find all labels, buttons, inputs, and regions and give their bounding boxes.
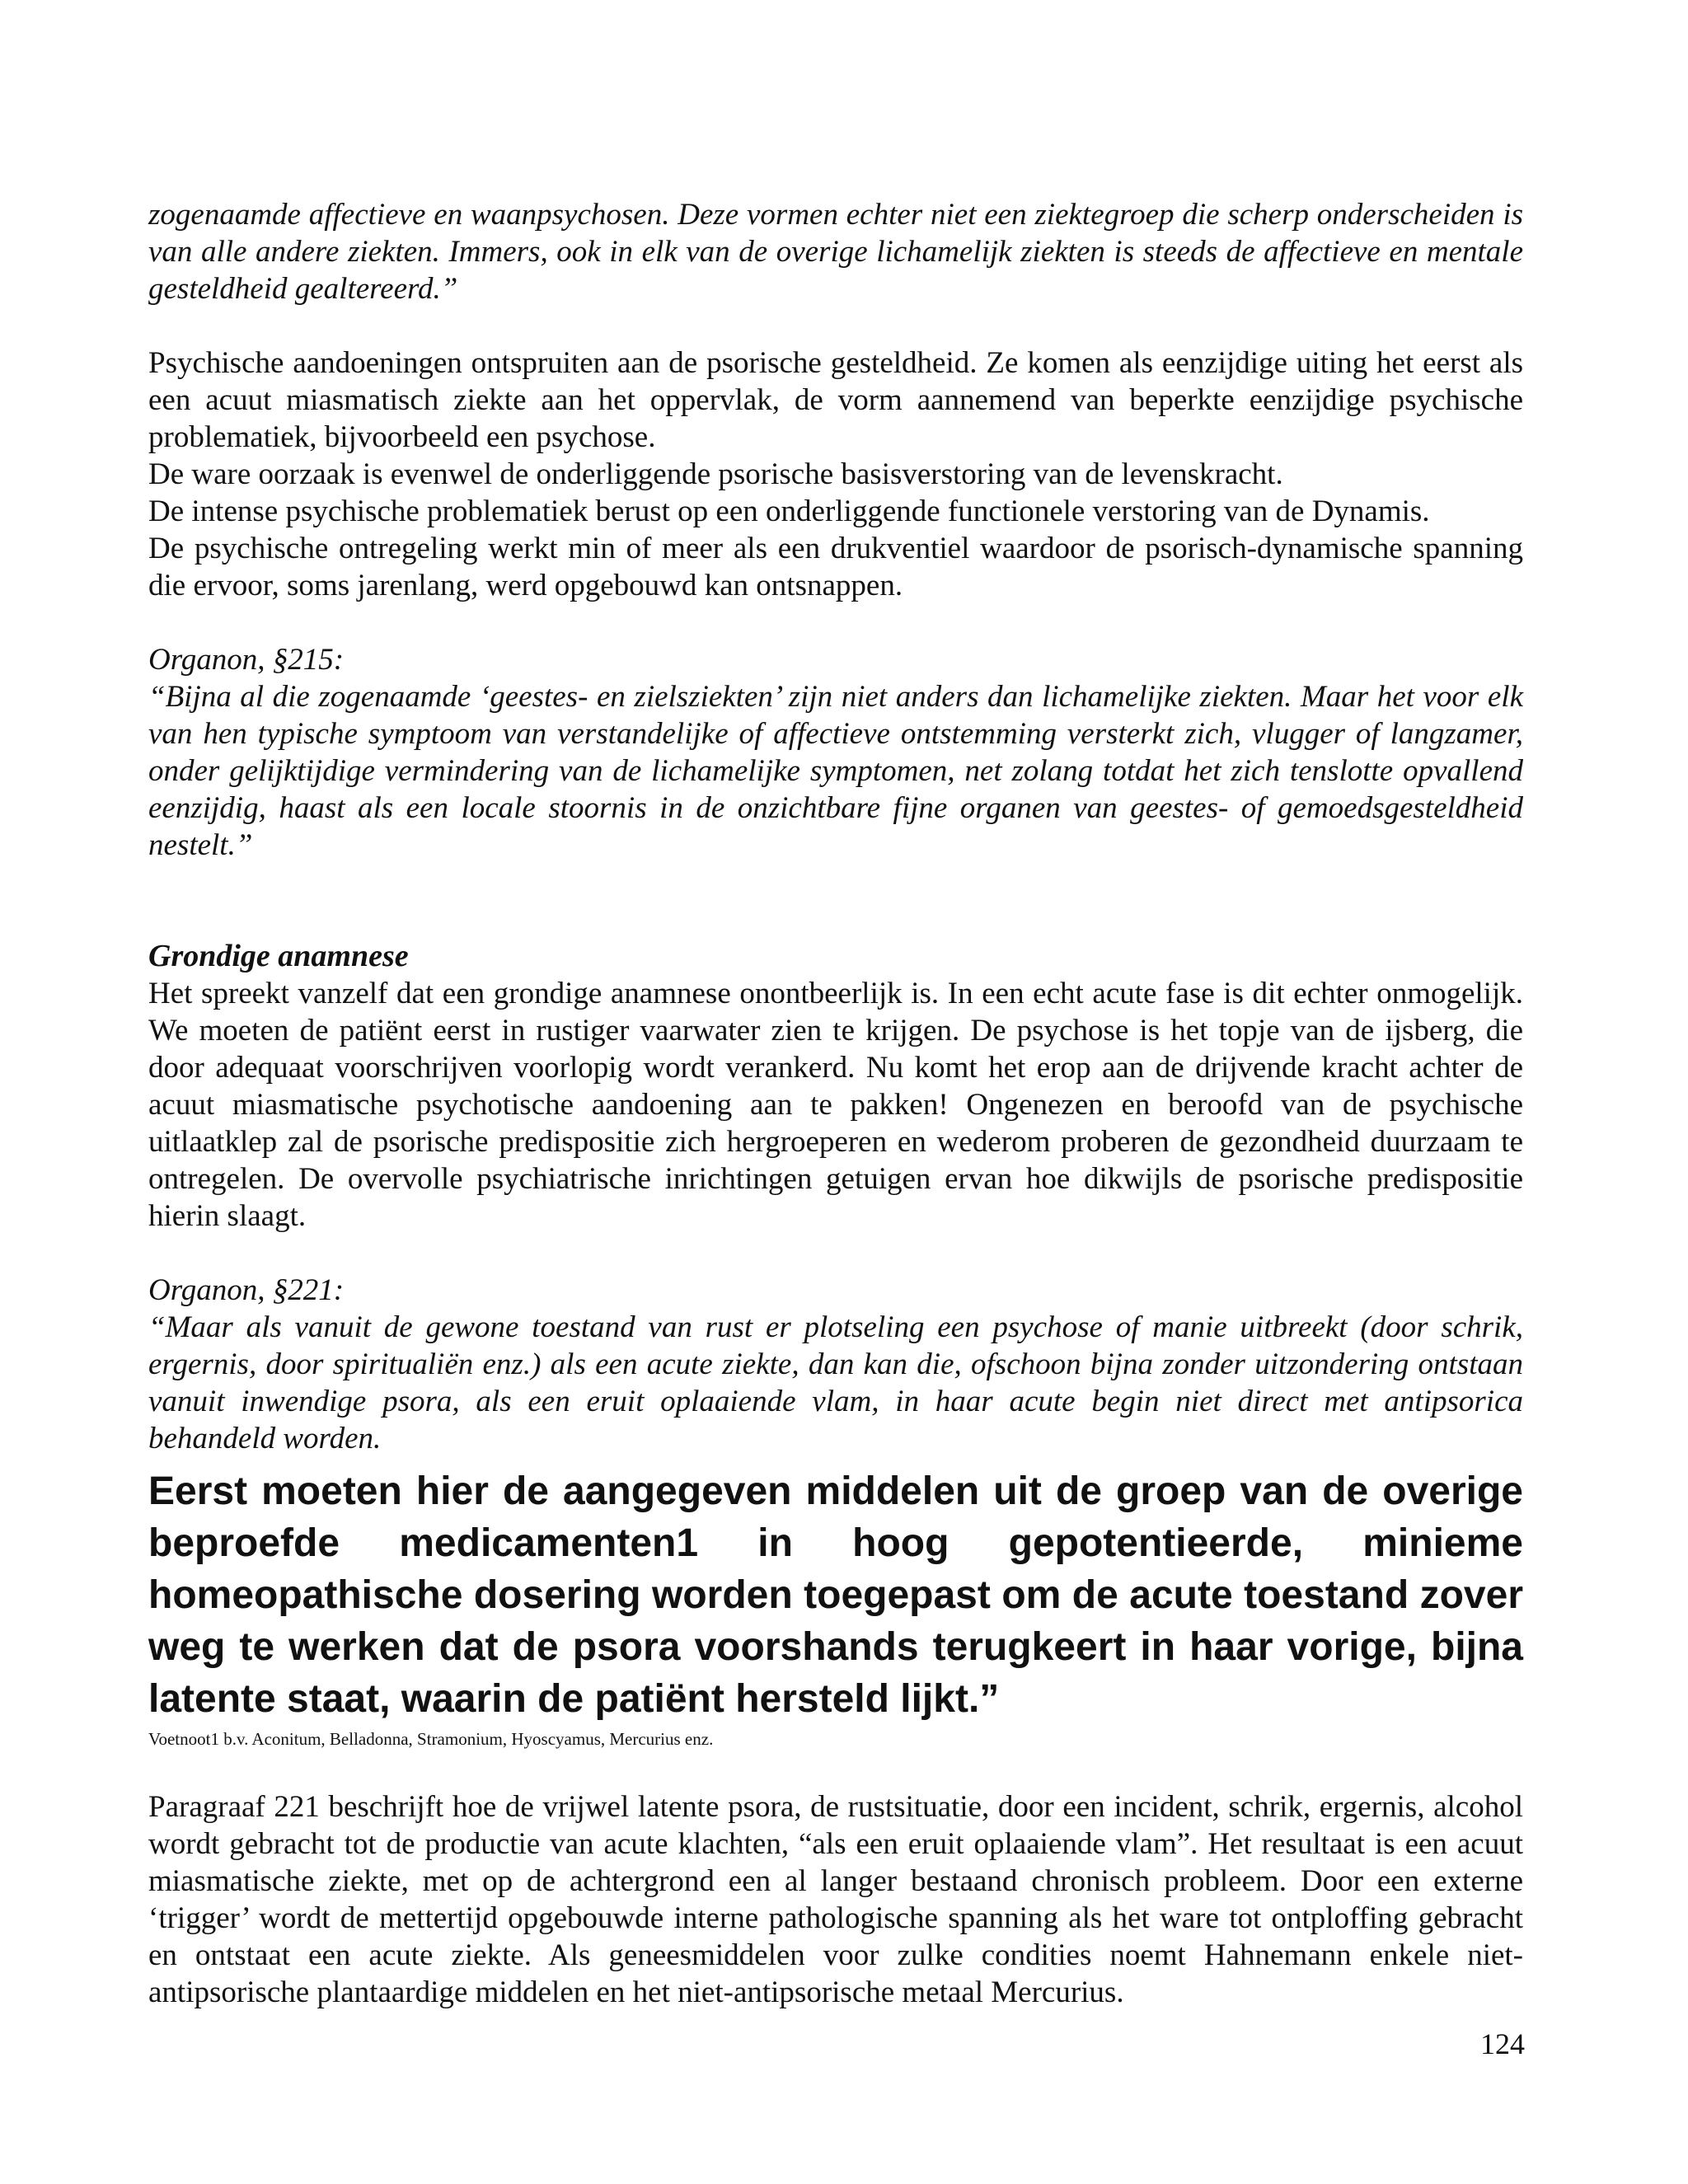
- spacer: [148, 307, 1523, 344]
- paragraph-dynamis: De intense psychische problematiek berust op een onderliggende functionele verstoring van de Dynamis.: [148, 494, 1430, 528]
- spacer: [148, 864, 1523, 938]
- paragraph-pressure-valve: De psychische ontregeling werkt min of meer als een drukventiel waardoor de psorisch-dynamische spanning die ervoor, soms jarenlang, werd opgebouwd kan ontsnappen.: [148, 532, 1523, 602]
- paragraph-true-cause: De ware oorzaak is evenwel de onderliggende psorische basisverstoring van de levenskracht.: [148, 457, 1283, 491]
- paragraph-psychic-origin: Psychische aandoeningen ontspruiten aan de psorische gesteldheid. Ze komen als eenzijdige uiting het eerst als een acuut miasmatisch ziekte aan het oppervlak, de vorm aannemend van beperkte eenzijdige psychische problematiek, bijvoorbeeld een psychose.: [148, 346, 1523, 454]
- quote-continuation: zogenaamde affectieve en waanpsychosen. Deze vormen echter niet een ziektegroep die scherp onderscheiden is van alle andere ziekten. Immers, ook in elk van de overige lichamelijk ziekten is steeds de affectieve en mentale gesteldheid gealtereerd.”: [148, 198, 1523, 306]
- quote-215-reference: Organon, §215:: [148, 643, 345, 677]
- spacer: [148, 604, 1523, 641]
- page-number: 124: [1480, 2027, 1525, 2060]
- paragraph-anamnese: Het spreekt vanzelf dat een grondige anamnese onontbeerlijk is. In een echt acute fase is dit echter onmogelijk. We moeten de patiënt eerst in rustiger vaarwater zien te krijgen. De psychose is het topje van de ijsberg, die door adequaat voorschrijven voorlopig wordt verankerd. Nu komt het erop aan de drijvende kracht achter de acuut miasmatische psychotische aandoening aan te pakken! Ongenezen en beroofd van de psychische uitlaatklep zal de psorische predispositie zich hergroeperen en wederom proberen de gezondheid duurzaam te ontregelen. De overvolle psychiatrische inrichtingen getuigen ervan hoe dikwijls de psorische predispositie hierin slaagt.: [148, 977, 1523, 1233]
- paragraph-221-explanation: Paragraaf 221 beschrijft hoe de vrijwel latente psora, de rustsituatie, door een incident, schrik, ergernis, alcohol wordt gebracht tot de productie van acute klachten, “als een eruit oplaaiende vlam”. Het resultaat is een acuut miasmatische ziekte, met op de achtergrond een al langer bestaand chronisch probleem. Door een externe ‘trigger’ wordt de mettertijd opgebouwde interne pathologische spanning als het ware tot ontploffing gebracht en ontstaat een acute ziekte. Als geneesmiddelen voor zulke condities noemt Hahnemann enkele niet-antipsorische plantaardige middelen en het niet-antipsorische metaal Mercurius.: [148, 1790, 1523, 2009]
- page-content: [148, 196, 1523, 2011]
- spacer: [148, 1235, 1523, 1272]
- quote-221-emphasis: Eerst moeten hier de aangegeven middelen uit de groep van de overige beproefde medicamenten1 in hoog gepotentieerde, minieme homeopathische dosering worden toegepast om de acute toestand zover weg te werken dat de psora voorshands terugkeert in haar vorige, bijna latente staat, waarin de patiënt hersteld lijkt.”: [148, 1469, 1523, 1721]
- quote-215-text: “Bijna al die zogenaamde ‘geestes- en zielsziekten’ zijn niet anders dan lichamelijke ziekten. Maar het voor elk van hen typische symptoom van verstandelijke of affectieve ontstemming versterkt zich, vlugger of langzamer, onder gelijktijdige vermindering van de lichamelijke symptomen, net zolang totdat het zich tenslotte opvallend eenzijdig, haast als een locale stoornis in de onzichtbare fijne organen van geestes- of gemoedsgesteldheid nestelt.”: [148, 680, 1523, 862]
- quote-221-text: “Maar als vanuit de gewone toestand van rust er plotseling een psychose of manie uitbreekt (door schrik, ergernis, door spiritualiën enz.) als een acute ziekte, dan kan die, ofschoon bijna zonder uitzondering ontstaan vanuit inwendige psora, als een eruit oplaaiende vlam, in haar acute begin niet direct met antipsorica behandeld worden.: [148, 1310, 1523, 1455]
- spacer: [148, 1751, 1523, 1788]
- footnote: Voetnoot1 b.v. Aconitum, Belladonna, Stramonium, Hyoscyamus, Mercurius enz.: [148, 1729, 714, 1749]
- section-heading: Grondige anamnese: [148, 939, 409, 973]
- quote-221-reference: Organon, §221:: [148, 1273, 345, 1307]
